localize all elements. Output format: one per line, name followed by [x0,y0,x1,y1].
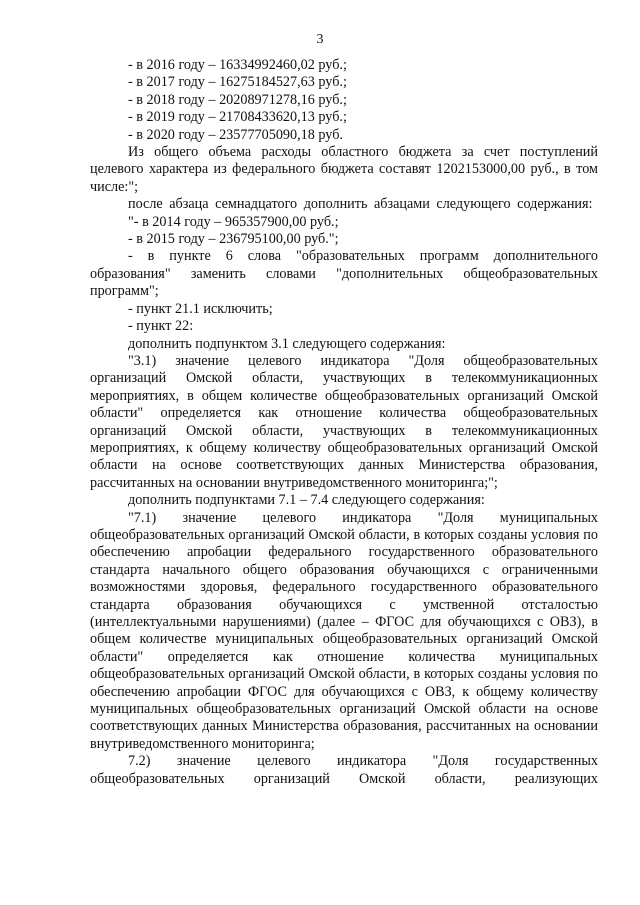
line-2015-fed: - в 2015 году – 236795100,00 руб."; [128,231,339,248]
line-2018: - в 2018 году – 20208971278,16 руб.; [128,91,347,108]
line-add-3-1: дополнить подпунктом 3.1 следующего содержания: [128,335,446,352]
paragraph-after-17th: после абзаца семнадцатого дополнить абзацами следующего содержания: [128,196,593,213]
document-body [90,57,598,788]
line-2016: - в 2016 году – 16334992460,02 руб.; [128,57,347,73]
line-2020: - в 2020 году – 23577705090,18 руб. [128,126,343,143]
line-2014-fed: "- в 2014 году – 965357900,00 руб.; [128,213,339,230]
paragraph-7-2: 7.2) значение целевого индикатора "Доля государственных общеобразовательных организаций Омской области, реализующих [90,753,598,787]
paragraph-7-1: "7.1) значение целевого индикатора "Доля муниципальных общеобразовательных организаций Омской области, в которых созданы условия по обеспечению апробации федерального государственного образовательного стандарта начального общего образования обучающихся с ограниченными возможностями здоровья, федерального государственного образовательного стандарта образования обучающихся с умственной отсталостью (интеллектуальными нарушениями) (далее – ФГОС для обучающихся с ОВЗ), в общем количестве муниципальных общеобразовательных организаций Омской области" определяется как отношение количества муниципальных общеобразовательных организаций Омской области, в которых созданы условия по обеспечению апробации ФГОС для обучающихся с ОВЗ, к общему количеству муниципальных общеобразовательных организаций Омской области на основе соответствующих данных Министерства образования, рассчитанных на основании внутриведомственного мониторинга; [90,509,598,752]
line-point-22: - пункт 22: [128,318,194,335]
paragraph-point-6: - в пункте 6 слова "образовательных программ дополнительного образования" заменить словами "дополнительных общеобразовательных программ"; [90,248,598,300]
paragraph-3-1: "3.1) значение целевого индикатора "Доля общеобразовательных организаций Омской области, участвующих в телекоммуникационных мероприятиях, в общем количестве общеобразовательных организаций Омской области" определяется как отношение количества общеобразовательных организаций Омской области, участвующих в телекоммуникационных мероприятиях, к общему количеству общеобразовательных организаций Омской области на основе соответствующих данных Министерства образования, рассчитанных на основании внутриведомственного мониторинга;"; [90,352,598,491]
page-number: 3 [316,32,324,47]
line-2019: - в 2019 году – 21708433620,13 руб.; [128,109,347,126]
paragraph-federal-total: Из общего объема расходы областного бюджета за счет поступлений целевого характера из федерального бюджета составят 1202153000,00 руб., в том числе:"; [90,144,598,195]
line-add-7: дополнить подпунктами 7.1 – 7.4 следующего содержания: [128,492,485,509]
line-2017: - в 2017 году – 16275184527,63 руб.; [128,74,347,91]
line-point-21-1: - пункт 21.1 исключить; [128,300,273,317]
